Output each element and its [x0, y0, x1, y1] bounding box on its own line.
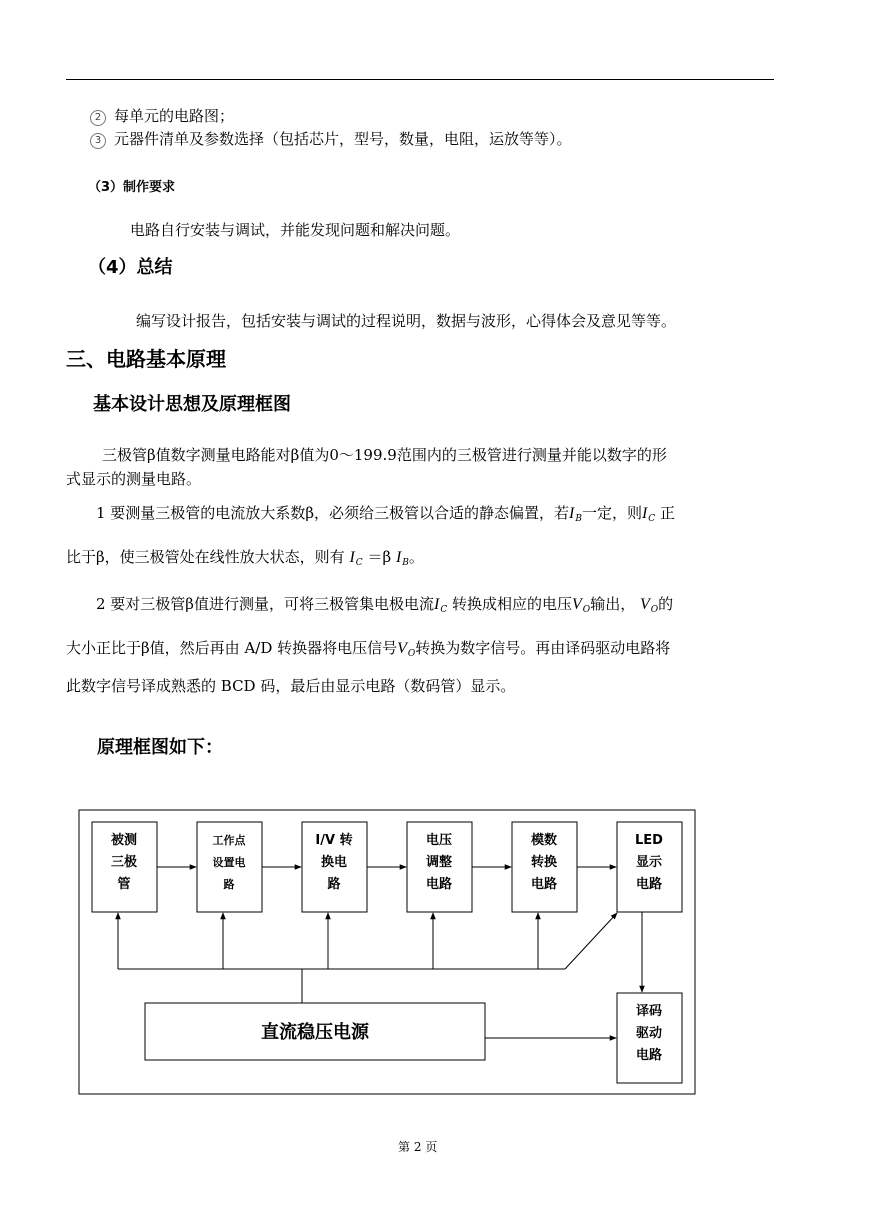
decoder-label-1: 译码 — [635, 1004, 663, 1019]
block-6-label-2: 显示 — [635, 855, 663, 870]
block-6-label-1: LED — [635, 833, 663, 848]
power-feed-6 — [565, 913, 617, 969]
circled-number-3: 3 — [90, 133, 106, 149]
block-5-label-3: 电路 — [530, 877, 558, 892]
block-2-label-3: 路 — [223, 878, 235, 891]
chapter-subtitle: 基本设计思想及原理框图 — [93, 394, 291, 415]
block-5-label-1: 模数 — [530, 833, 558, 848]
paragraph-1-line-1: 三极管β值数字测量电路能对β值为0～199.9范围内的三极管进行测量并能以数字的形 — [102, 446, 667, 464]
block-2-label-1: 工作点 — [212, 834, 246, 847]
block-2-label-2: 设置电 — [212, 856, 246, 869]
list-item-2-text: 每单元的电路图； — [114, 107, 235, 125]
diagram-frame — [79, 810, 695, 1094]
block-3-label-3: 路 — [327, 877, 341, 892]
paragraph-2-line-2: 比于β，使三极管处在线性放大状态，则有 $I_C =\beta$ $I_B$。 — [66, 548, 424, 568]
block-4-label-1: 电压 — [425, 833, 453, 848]
decoder-label-2: 驱动 — [635, 1026, 663, 1041]
chapter-title: 三、电路基本原理 — [66, 347, 226, 371]
decoder-label-3: 电路 — [635, 1048, 663, 1063]
block-1-label-2: 三极 — [110, 855, 138, 870]
section4-heading: （4）总结 — [88, 257, 173, 278]
paragraph-3-line-3: 此数字信号译成熟悉的 BCD 码，最后由显示电路（数码管）显示。 — [66, 677, 516, 695]
block-1-label-3: 管 — [117, 877, 131, 892]
block-4-label-3: 电路 — [425, 877, 453, 892]
paragraph-3-line-2: 大小正比于β值，然后再由 A/D 转换器将电压信号$V_O$转换为数字信号。再由译码驱动电路将 — [66, 639, 671, 659]
diagram-title: 原理框图如下： — [97, 737, 223, 758]
page-footer: 第 2 页 — [398, 1140, 438, 1154]
section3-heading: （3）制作要求 — [88, 180, 176, 195]
paragraph-1-line-2: 式显示的测量电路。 — [66, 470, 202, 488]
block-1-label-1: 被测 — [110, 833, 138, 848]
section4-body: 编写设计报告，包括安装与调试的过程说明，数据与波形，心得体会及意见等等。 — [136, 312, 677, 330]
circled-number-2: 2 — [90, 110, 106, 126]
power-label: 直流稳压电源 — [261, 1022, 369, 1043]
block-3-label-1: I/V 转 — [315, 833, 353, 848]
block-4-label-2: 调整 — [425, 855, 453, 870]
block-3-label-2: 换电 — [320, 855, 348, 870]
section3-body: 电路自行安装与调试，并能发现问题和解决问题。 — [130, 221, 461, 239]
paragraph-2-line-1: 1 要测量三极管的电流放大系数β，必须给三极管以合适的静态偏置，若$I_B$一定，则$I_C$ 正 — [96, 504, 675, 524]
block-5-label-2: 转换 — [530, 855, 558, 870]
list-item-3-text: 元器件清单及参数选择（包括芯片，型号，数量，电阻，运放等等）。 — [114, 130, 572, 148]
paragraph-3-line-1: 2 要对三极管β值进行测量，可将三极管集电极电流$I_C$ 转换成相应的电压$V_O$输出， $V_O$的 — [96, 595, 674, 615]
block-6-label-3: 电路 — [635, 877, 663, 892]
